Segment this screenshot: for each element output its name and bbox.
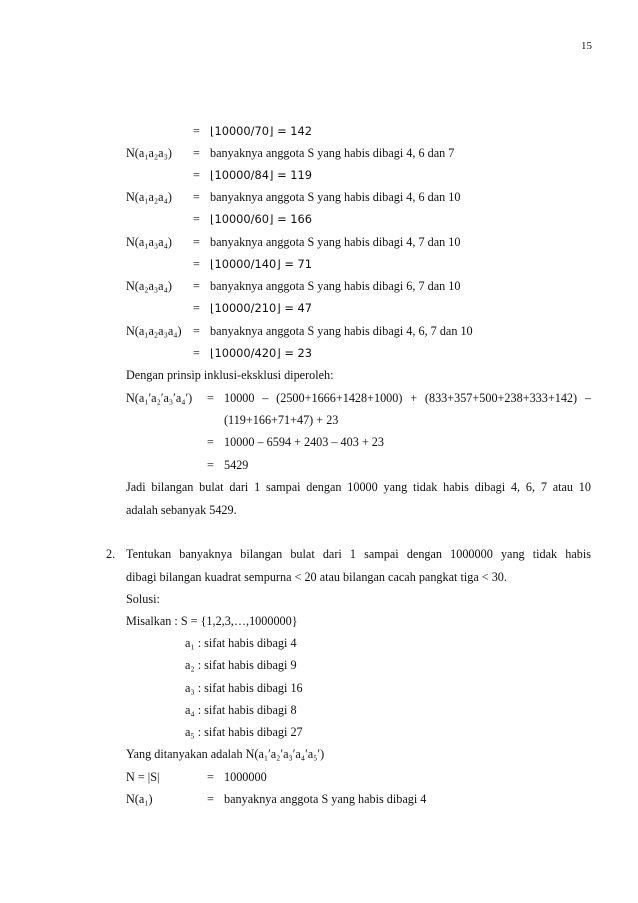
sifat-item: a₁ : sifat habis dibagi 4 [185, 636, 297, 650]
row-value: banyaknya anggota S yang habis dibagi 4, 6 dan 10 [210, 190, 461, 204]
equals-sign: = [207, 458, 214, 472]
sifat-item: a₂ : sifat habis dibagi 9 [185, 658, 297, 672]
row-label: N(a₂a₃a₄) [126, 279, 172, 293]
equals-sign: = [193, 235, 200, 249]
problem-line-2: dibagi bilangan kuadrat sempurna < 20 atau bilangan cacah pangkat tiga < 30. [126, 570, 507, 584]
equals-sign: = [193, 124, 200, 138]
conclusion-line-2: adalah sebanyak 5429. [126, 503, 237, 517]
row-label: N(a₁a₂a₃) [126, 146, 172, 160]
page-number: 15 [581, 40, 592, 52]
final-label: N(a₁′a₂′a₃′a₄′) [126, 391, 193, 405]
row-value: banyaknya anggota S yang habis dibagi 6, 7 dan 10 [210, 279, 461, 293]
row-value: banyaknya anggota S yang habis dibagi 4, 7 dan 10 [210, 235, 461, 249]
equals-sign: = [207, 391, 214, 405]
equals-sign: = [193, 279, 200, 293]
row-value: ⌊10000/140⌋ = 71 [210, 257, 312, 271]
row-label: N(a₁a₂a₃a₄) [126, 324, 182, 338]
row-label: N(a₁a₃a₄) [126, 235, 172, 249]
final-line-2: (119+166+71+47) + 23 [224, 413, 339, 427]
equals-sign: = [207, 792, 214, 806]
final-line-4: 5429 [224, 458, 249, 472]
misalkan-line: Misalkan : S = {1,2,3,…,1000000} [126, 614, 298, 628]
problem-number: 2. [106, 547, 116, 561]
row-value: ⌊10000/210⌋ = 47 [210, 301, 312, 315]
sifat-item: a₃ : sifat habis dibagi 16 [185, 681, 303, 695]
equals-sign: = [193, 257, 200, 271]
final-line-3: 10000 – 6594 + 2403 – 403 + 23 [224, 435, 384, 449]
conclusion-line-1: Jadi bilangan bulat dari 1 sampai dengan 10000 yang tidak habis dibagi 4, 6, 7 atau 10 [126, 480, 591, 494]
equals-sign: = [193, 324, 200, 338]
row-value: banyaknya anggota S yang habis dibagi 4, 6 dan 7 [210, 146, 455, 160]
equals-sign: = [193, 146, 200, 160]
row-label: N(a₁a₂a₄) [126, 190, 172, 204]
prinsip-intro: Dengan prinsip inklusi-eksklusi diperoleh: [126, 368, 334, 382]
row-value: ⌊10000/420⌋ = 23 [210, 346, 312, 360]
solusi-heading: Solusi: [126, 592, 160, 606]
row-value: ⌊10000/70⌋ = 142 [210, 124, 312, 138]
n-label: N = |S| [126, 770, 160, 784]
sifat-item: a₅ : sifat habis dibagi 27 [185, 725, 303, 739]
row-value: banyaknya anggota S yang habis dibagi 4, 6, 7 dan 10 [210, 324, 473, 338]
ditanyakan-line: Yang ditanyakan adalah N(a₁′a₂′a₃′a₄′a₅′) [126, 747, 325, 761]
na1-value: banyaknya anggota S yang habis dibagi 4 [224, 792, 427, 806]
na1-label: N(a₁) [126, 792, 153, 806]
equals-sign: = [207, 435, 214, 449]
equals-sign: = [193, 346, 200, 360]
row-value: ⌊10000/84⌋ = 119 [210, 168, 312, 182]
final-line-1: 10000 – (2500+1666+1428+1000) + (833+357+500+238+333+142) – [224, 391, 591, 405]
equals-sign: = [193, 212, 200, 226]
equals-sign: = [207, 770, 214, 784]
sifat-item: a₄ : sifat habis dibagi 8 [185, 703, 297, 717]
equals-sign: = [193, 168, 200, 182]
row-value: ⌊10000/60⌋ = 166 [210, 212, 312, 226]
equals-sign: = [193, 301, 200, 315]
equals-sign: = [193, 190, 200, 204]
problem-line-1: Tentukan banyaknya bilangan bulat dari 1 sampai dengan 1000000 yang tidak habis [126, 547, 591, 561]
n-value: 1000000 [224, 770, 267, 784]
